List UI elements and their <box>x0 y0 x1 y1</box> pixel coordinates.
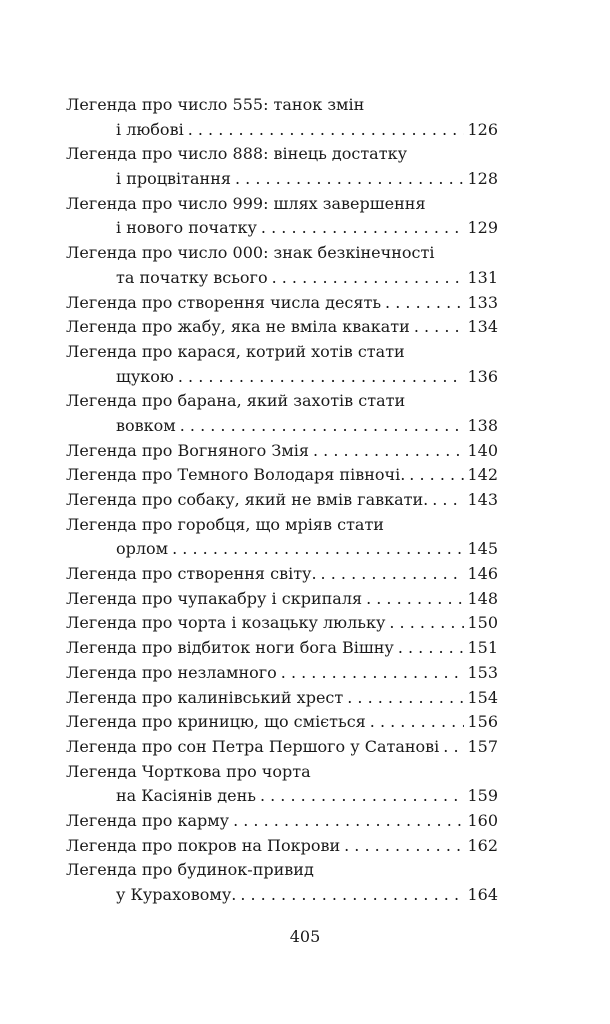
toc-page-number: 136 <box>467 366 498 386</box>
toc-page-number: 164 <box>467 885 498 904</box>
dot-leader <box>281 661 465 686</box>
toc-entry-title: Легенда про калинівський хрест <box>66 687 344 707</box>
toc-entry-line: Легенда про число 999: шлях завершення <box>66 193 426 213</box>
toc-entry-title: Легенда про створення числа десять <box>66 292 382 312</box>
toc-entry-line <box>66 636 498 661</box>
toc-entry-line <box>66 315 498 340</box>
toc-entry <box>66 834 498 859</box>
toc-entry <box>116 365 498 390</box>
dot-leader <box>178 365 465 390</box>
toc-page-number: 142 <box>467 465 498 485</box>
toc-entry <box>66 463 498 488</box>
toc-entry-title: у Кураховому. <box>116 885 237 904</box>
dot-leader <box>398 636 465 661</box>
toc-entry-line: Легенда про число 888: вінець достатку <box>66 144 407 164</box>
dot-leader <box>321 562 465 587</box>
dot-leader <box>432 488 464 513</box>
toc-entry-line: Легенда про барана, який захотів стати <box>66 391 406 411</box>
toc-entry <box>66 488 498 513</box>
toc-entry-title: і процвітання <box>116 169 231 189</box>
toc-page-number: 133 <box>467 292 498 312</box>
toc-entry-line <box>66 784 498 809</box>
toc-entry <box>66 636 498 661</box>
toc-entry-title: вовком <box>116 415 176 435</box>
toc-entry-title: Легенда про Вогняного Змія <box>66 440 309 460</box>
toc-page-number: 146 <box>467 564 498 584</box>
toc-entry-line <box>66 809 498 834</box>
dot-leader <box>414 315 465 340</box>
toc-entry-title: Легенда про відбиток ноги бога Вішну <box>66 638 394 658</box>
toc-page-number: 145 <box>467 539 498 559</box>
toc-entry <box>116 266 498 291</box>
toc-entry-line <box>66 291 498 316</box>
toc-page-number: 156 <box>467 712 498 732</box>
toc-entry-title: на Касіянів день <box>116 786 256 806</box>
dot-leader <box>385 291 464 316</box>
toc-entry-line <box>66 735 498 760</box>
toc-page-number: 140 <box>467 440 498 460</box>
dot-leader <box>235 167 464 192</box>
dot-leader <box>347 686 464 711</box>
toc-entry-line <box>66 266 498 291</box>
toc-page-number: 157 <box>467 736 498 756</box>
toc-page-number: 154 <box>467 687 498 707</box>
toc-entry-title: Легенда про жабу, яка не вміла квакати <box>66 317 410 337</box>
dot-leader <box>172 537 464 562</box>
toc-entry <box>116 414 498 439</box>
toc-entry-line <box>66 883 498 908</box>
toc-entry-line: Легенда про карася, котрий хотів стати <box>66 341 405 361</box>
dot-leader <box>366 587 464 612</box>
toc-page-number: 129 <box>467 218 498 238</box>
toc-page-number: 138 <box>467 415 498 435</box>
toc-entry <box>66 291 498 316</box>
toc-entry-line: Легенда Чорткова про чорта <box>66 761 311 781</box>
toc-entry <box>66 611 498 636</box>
page-number: 405 <box>289 927 321 946</box>
toc-entry <box>66 439 498 464</box>
dot-leader <box>443 735 464 760</box>
toc-entry-line <box>66 488 498 513</box>
toc-entry-title: щукою <box>116 366 174 386</box>
toc-entry-line <box>66 439 498 464</box>
dot-leader <box>409 463 464 488</box>
dot-leader <box>260 784 465 809</box>
toc-entry-line <box>66 118 498 143</box>
toc-entry-title: і любові <box>116 119 184 139</box>
toc-entry-line <box>66 611 498 636</box>
toc-page-number: 150 <box>467 613 498 633</box>
toc-page-number: 134 <box>467 317 498 337</box>
toc-entry-line <box>66 414 498 439</box>
toc-entry-line <box>66 463 498 488</box>
toc-entry <box>116 883 498 908</box>
toc-entry-line <box>66 537 498 562</box>
toc-page-number: 159 <box>467 786 498 806</box>
toc-entry <box>116 784 498 809</box>
toc-entry-title: Легенда про створення світу. <box>66 564 317 584</box>
toc-page-number: 162 <box>467 835 498 855</box>
toc-entry-line <box>66 587 498 612</box>
toc-entry <box>116 216 498 241</box>
toc-entry <box>66 735 498 760</box>
toc-page-number: 143 <box>467 490 498 509</box>
toc-entry <box>66 809 498 834</box>
toc-entry <box>116 118 498 143</box>
toc-entry-line <box>66 365 498 390</box>
toc-entry-line: Легенда про число 000: знак безкінечності <box>66 243 435 263</box>
dot-leader <box>389 611 464 636</box>
dot-leader <box>313 439 464 464</box>
toc-page-number: 151 <box>467 638 498 658</box>
dot-leader <box>188 118 465 143</box>
toc-entry <box>66 661 498 686</box>
toc-entry-line: Легенда про будинок-привид <box>66 860 314 880</box>
dot-leader <box>370 710 465 735</box>
toc-entry-title: Легенда про чупакабру і скрипаля <box>66 588 363 608</box>
toc-entry <box>116 537 498 562</box>
toc-entry-title: Легенда про покров на Покрови <box>66 835 341 855</box>
toc-entry-title: Легенда про собаку, який не вмів гавкати. <box>66 490 429 509</box>
dot-leader <box>272 266 465 291</box>
toc-entry <box>66 587 498 612</box>
toc-entry-title: Легенда про карму <box>66 810 230 830</box>
toc-entry-title: орлом <box>116 539 169 559</box>
dot-leader <box>233 809 464 834</box>
toc-entry-line <box>66 710 498 735</box>
toc-entry-line <box>66 686 498 711</box>
toc-entry-title: та початку всього <box>116 267 268 287</box>
toc-entry-line <box>66 167 498 192</box>
toc-entry <box>66 710 498 735</box>
toc-entry-title: Легенда про криницю, що сміється <box>66 712 366 732</box>
toc-page-number: 153 <box>467 662 498 682</box>
toc-entry-title: Легенда про сон Петра Першого у Сатанові <box>66 736 440 756</box>
toc-page-number: 128 <box>467 169 498 189</box>
toc-entry <box>66 686 498 711</box>
toc-page-number: 160 <box>467 810 498 830</box>
toc-entry-line <box>66 562 498 587</box>
toc-page-number: 126 <box>467 119 498 139</box>
dot-leader <box>240 883 464 908</box>
toc-entry-line <box>66 834 498 859</box>
toc-entry-title: Легенда про Темного Володаря півночі. <box>66 465 406 485</box>
dot-leader <box>180 414 465 439</box>
toc-entry-line <box>66 216 498 241</box>
dot-leader <box>344 834 464 859</box>
toc-entry-title: Легенда про незламного <box>66 662 277 682</box>
table-of-contents <box>66 93 498 908</box>
toc-entry <box>66 315 498 340</box>
toc-entry-line: Легенда про горобця, що мріяв стати <box>66 514 384 534</box>
toc-entry <box>66 562 498 587</box>
toc-entry-title: Легенда про чорта і козацьку люльку <box>66 613 386 633</box>
toc-entry <box>116 167 498 192</box>
toc-entry-line: Легенда про число 555: танок змін <box>66 95 365 114</box>
toc-entry-title: і нового початку <box>116 218 257 238</box>
toc-entry-line <box>66 661 498 686</box>
toc-page-number: 148 <box>467 588 498 608</box>
dot-leader <box>261 216 465 241</box>
toc-page-number: 131 <box>467 267 498 287</box>
